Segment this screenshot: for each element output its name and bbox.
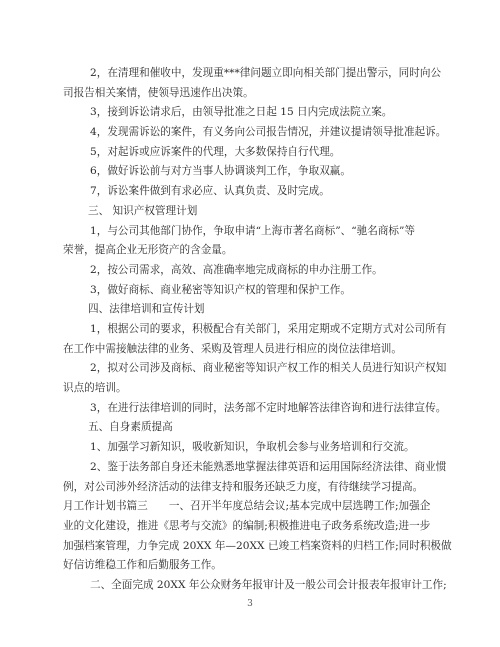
- paragraph-line: 2，按公司需求，高效、高准确率地完成商标的申办注册工作。: [90, 264, 383, 276]
- paragraph-line: 二、全面完成 20XX 年公众财务年报审计及一般公司会计报表年报审计工作;: [90, 579, 447, 591]
- paragraph-line: 3，接到诉讼请求后，由领导批准之日起 15 日内完成法院立案。: [90, 106, 393, 118]
- paragraph-line: 例，对公司涉外经济活动的法律支持和服务还缺乏力度，有待继续学习提高。: [63, 481, 424, 493]
- page-number: 3: [247, 599, 253, 609]
- paragraph-line: 1、加强学习新知识，吸收新知识，争取机会参与业务培训和行交流。: [90, 441, 415, 453]
- paragraph-line: 加强档案管理，力争完成 20XX 年—20XX 已竣工档案资料的归档工作;同时积极做: [63, 540, 452, 552]
- paragraph-line: 1，与公司其他部门协作，争取申请“上海市著名商标”、“驰名商标”等: [90, 225, 416, 237]
- section-heading: 五、自身素质提高: [88, 421, 173, 433]
- paragraph-line: 在工作中需接触法律的业务、采购及管理人员进行相应的岗位法律培训。: [63, 343, 402, 355]
- paragraph-line: 1，根据公司的要求，积极配合有关部门，采用定期或不定期方式对公司所有: [90, 323, 447, 335]
- section-heading: 四、法律培训和宣传计划: [88, 303, 205, 315]
- paragraph-line: 业的文化建设，推进《思考与交流》的编制;积极推进电子政务系统改造;进一步: [63, 520, 431, 532]
- paragraph-line: 4，发现需诉讼的案件，有义务向公司报告情况，并建议提请领导批准起诉。: [90, 126, 447, 138]
- paragraph-line: 司报告相关案情，使领导迅速作出决策。: [63, 87, 254, 99]
- paragraph-line: 3，在进行法律培训的同时，法务部不定时地解答法律咨询和进行法律宣传。: [90, 402, 447, 414]
- paragraph-line: 5，对起诉或应诉案件的代理，大多数保持自行代理。: [90, 146, 341, 158]
- paragraph-line: 2，在清理和催收中，发现重***律问题立即向相关部门提出警示，同时向公: [90, 67, 442, 79]
- paragraph-line: 7，诉讼案件做到有求必应、认真负责、及时完成。: [90, 185, 330, 197]
- paragraph-line: 2、鉴于法务部自身还未能熟悉地掌握法律英语和运用国际经济法律、商业惯: [90, 461, 447, 473]
- paragraph-line: 识点的培训。: [63, 382, 127, 394]
- paragraph-line: 6，做好诉讼前与对方当事人协调谈判工作，争取双赢。: [90, 165, 351, 177]
- paragraph-line: 2，拟对公司涉及商标、商业秘密等知识产权工作的相关人员进行知识产权知: [90, 362, 447, 374]
- paragraph-line: 月工作计划书篇三 一、召开半年度总结会议;基本完成中层选聘工作;加强企: [63, 500, 431, 512]
- paragraph-line: 荣誉，提高企业无形资产的含金量。: [63, 244, 233, 256]
- paragraph-line: 好信访维稳工作和后勤服务工作。: [63, 559, 222, 571]
- paragraph-line: 3，做好商标、商业秘密等知识产权的管理和保护工作。: [90, 284, 351, 296]
- section-heading: 三、 知识产权管理计划: [88, 205, 198, 217]
